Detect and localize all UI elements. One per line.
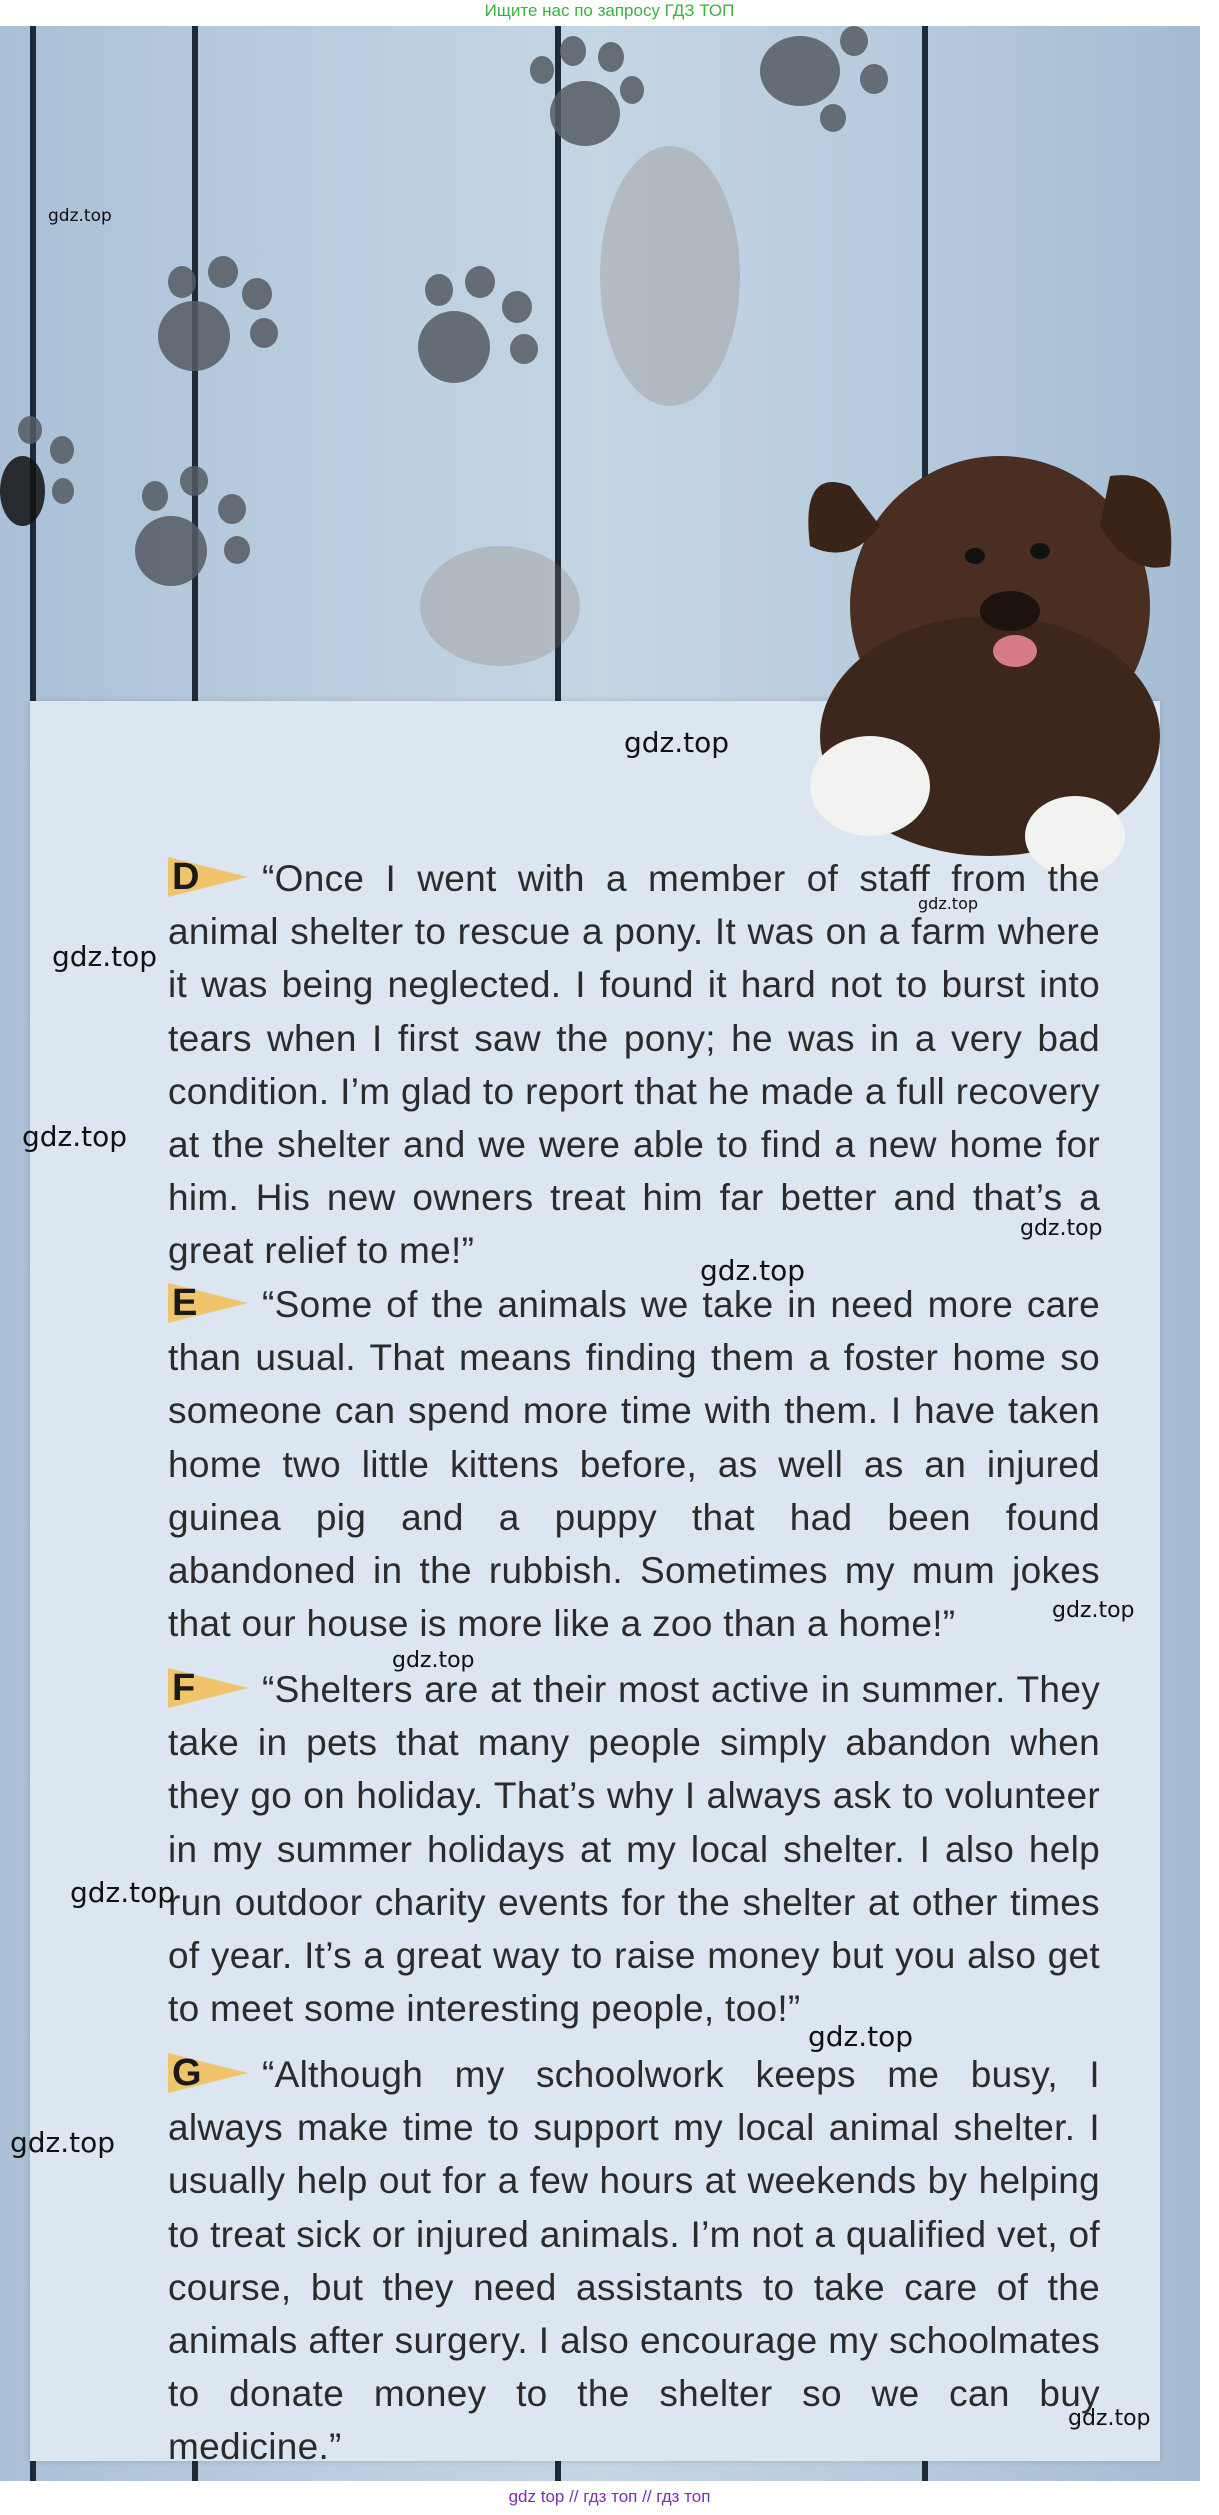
paw-print-icon [130,466,270,596]
section-marker-g: G [168,2053,248,2093]
watermark: gdz.top [808,2020,914,2053]
paw-print-icon [760,26,900,136]
dog-photo [790,406,1190,886]
watermark: gdz.top [1020,1216,1103,1241]
section-marker-f: F [168,1668,248,1708]
watermark: gdz.top [392,1648,475,1673]
paw-print-icon [0,406,80,536]
wood-knot [600,146,740,406]
watermark: gdz.top [1068,2406,1151,2431]
section-marker-e: E [168,1283,248,1323]
watermark: gdz.top [52,940,158,973]
paragraph-d [168,852,1100,1278]
watermark: gdz.top [1052,1598,1135,1623]
watermark: gdz.top [700,1254,806,1287]
paragraph-e [168,1278,1100,1650]
bottom-banner[interactable]: gdz top // гдз топ // гдз топ [508,2487,711,2506]
watermark: gdz.top [22,1120,128,1153]
section-marker-d: D [168,857,248,897]
watermark: gdz.top [624,726,730,759]
paw-print-icon [410,266,550,396]
paragraph-g [168,2048,1100,2474]
top-banner[interactable]: Ищите нас по запросу ГДЗ ТОП [484,1,735,20]
watermark: gdz.top [70,1876,176,1909]
paragraph-text: “Shelters are at their most active in summer. They take in pets that many people simply abandon when they go on holiday. That’s why I always ask to volunteer in my summer holidays at my local shelter. I also help run outdoor charity events for the shelter at other times of year. It’s a great way to raise money but you also get to meet some interesting people, too!” [168,1669,1100,2030]
watermark: gdz.top [48,206,112,226]
paragraph-text: “Although my schoolwork keeps me busy, I always make time to support my local animal shelter. I usually help out for a few hours at weekends by helping to treat sick or injured animals. I’m not a qualified vet, of course, but they need assistants to take care of the animals after surgery. I also encourage my schoolmates to donate money to the shelter so we can buy medicine.” [168,2054,1100,2468]
textbook-page [0,26,1200,2481]
paragraph-text: “Some of the animals we take in need more care than usual. That means finding them a foster home so someone can spend more time with them. I have taken home two little kittens before, as well as an injured guinea pig and a puppy that had been found abandoned in the rubbish. Sometimes my mum jokes that our house is more like a zoo than a home!” [168,1284,1100,1645]
paragraph-f [168,1663,1100,2035]
wood-knot [420,546,580,666]
paw-print-icon [520,36,650,166]
paw-print-icon [150,256,290,386]
watermark: gdz.top [10,2126,116,2159]
watermark: gdz.top [918,894,979,913]
paragraph-text: “Once I went with a member of staff from the animal shelter to rescue a pony. It was on a farm where it was being neglected. I found it hard not to burst into tears when I first saw the pony; he was in a very bad condition. I’m glad to report that he made a full recovery at the shelter and we were able to find a new home for him. His new owners treat him far better and that’s a great relief to me!” [168,858,1100,1272]
